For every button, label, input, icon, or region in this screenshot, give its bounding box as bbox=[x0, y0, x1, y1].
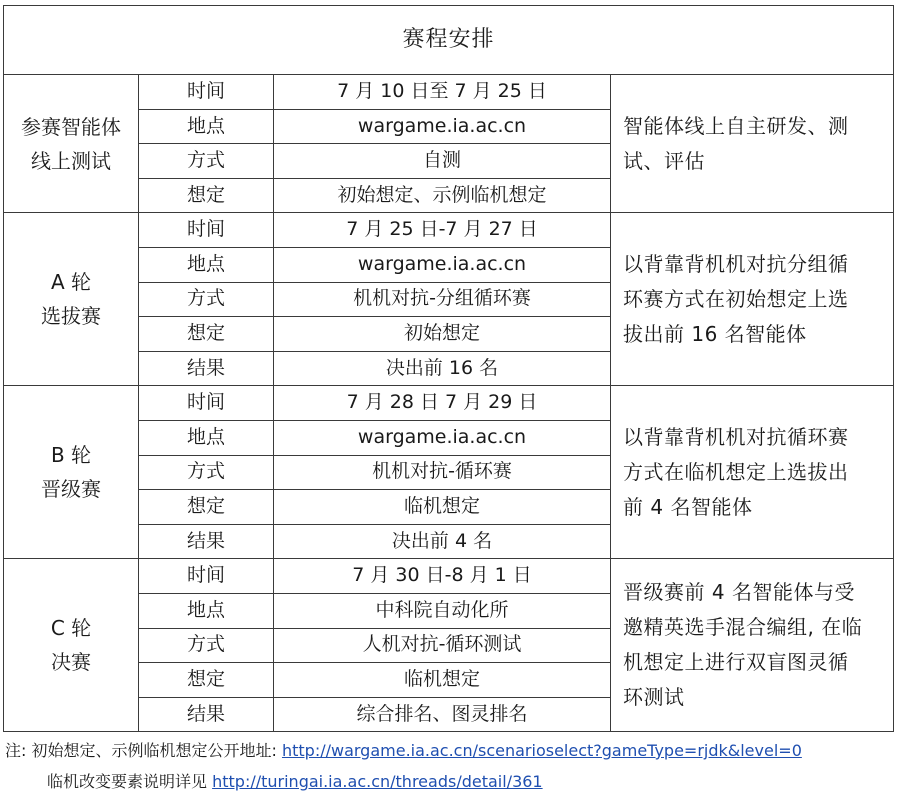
field-value: 临机想定 bbox=[274, 490, 611, 525]
field-value: wargame.ia.ac.cn bbox=[274, 109, 611, 144]
stage-name-line: 参赛智能体 bbox=[21, 114, 121, 139]
stage-name bbox=[4, 386, 139, 559]
description-line: 晋级赛前 4 名智能体与受 bbox=[623, 580, 855, 605]
stage-description bbox=[611, 75, 894, 213]
field-label: 想定 bbox=[139, 490, 274, 525]
stage-row bbox=[4, 213, 894, 248]
note-prefix-2: 临机改变要素说明详见 bbox=[47, 772, 213, 791]
stage-name bbox=[4, 559, 139, 732]
field-value: 决出前 4 名 bbox=[274, 524, 611, 559]
stage-name-line: 线上测试 bbox=[31, 148, 111, 173]
field-label: 地点 bbox=[139, 420, 274, 455]
field-label: 想定 bbox=[139, 317, 274, 352]
description-line: 以背靠背机机对抗分组循 bbox=[623, 251, 849, 276]
schedule-table bbox=[3, 5, 894, 732]
schedule-title: 赛程安排 bbox=[4, 6, 894, 75]
field-label: 结果 bbox=[139, 351, 274, 386]
stage-name-line: C 轮 bbox=[50, 616, 92, 641]
stage-name bbox=[4, 75, 139, 213]
field-value: 初始想定 bbox=[274, 317, 611, 352]
stage-row bbox=[4, 75, 894, 110]
field-value: 7 月 25 日-7 月 27 日 bbox=[274, 213, 611, 248]
field-label: 结果 bbox=[139, 524, 274, 559]
description-line: 方式在临机想定上选拔出 bbox=[623, 459, 849, 484]
field-label: 结果 bbox=[139, 697, 274, 732]
description-line: 环赛方式在初始想定上选 bbox=[623, 286, 849, 311]
field-value: 综合排名、图灵排名 bbox=[274, 697, 611, 732]
note-line-2 bbox=[47, 769, 543, 792]
field-value: 机机对抗-分组循环赛 bbox=[274, 282, 611, 317]
stage-name-line: A 轮 bbox=[50, 270, 92, 295]
field-value: 自测 bbox=[274, 144, 611, 179]
field-value: 7 月 30 日-8 月 1 日 bbox=[274, 559, 611, 594]
stage-name-line: B 轮 bbox=[50, 443, 92, 468]
description-line: 邀精英选手混合编组, 在临 bbox=[623, 615, 863, 640]
field-value: 7 月 10 日至 7 月 25 日 bbox=[274, 75, 611, 110]
field-label: 时间 bbox=[139, 559, 274, 594]
threads-link[interactable]: http://turingai.ia.ac.cn/threads/detail/361 bbox=[212, 772, 543, 791]
field-label: 时间 bbox=[139, 213, 274, 248]
stage-name-line: 晋级赛 bbox=[41, 477, 101, 502]
scenario-link[interactable]: http://wargame.ia.ac.cn/scenarioselect?gameType=rjdk&level=0 bbox=[281, 741, 802, 760]
field-label: 地点 bbox=[139, 247, 274, 282]
field-value: 初始想定、示例临机想定 bbox=[274, 178, 611, 213]
note-prefix: 注: 初始想定、示例临机想定公开地址: bbox=[5, 741, 282, 760]
field-value: 人机对抗-循环测试 bbox=[274, 628, 611, 663]
field-label: 地点 bbox=[139, 109, 274, 144]
stage-description bbox=[611, 559, 894, 732]
description-line: 拔出前 16 名智能体 bbox=[623, 321, 807, 346]
field-label: 方式 bbox=[139, 628, 274, 663]
field-label: 想定 bbox=[139, 178, 274, 213]
stage-name-line: 选拔赛 bbox=[41, 304, 101, 329]
description-line: 前 4 名智能体 bbox=[623, 494, 753, 519]
field-value: 机机对抗-循环赛 bbox=[274, 455, 611, 490]
description-line: 试、评估 bbox=[623, 148, 705, 173]
stage-row bbox=[4, 386, 894, 421]
field-value: 7 月 28 日 7 月 29 日 bbox=[274, 386, 611, 421]
title-row bbox=[4, 6, 894, 75]
field-value: 中科院自动化所 bbox=[274, 593, 611, 628]
field-value: wargame.ia.ac.cn bbox=[274, 247, 611, 282]
field-label: 时间 bbox=[139, 386, 274, 421]
description-line: 机想定上进行双盲图灵循 bbox=[623, 650, 849, 675]
stage-row bbox=[4, 559, 894, 594]
field-value: 决出前 16 名 bbox=[274, 351, 611, 386]
field-label: 方式 bbox=[139, 144, 274, 179]
stage-description bbox=[611, 386, 894, 559]
field-label: 方式 bbox=[139, 282, 274, 317]
field-label: 想定 bbox=[139, 663, 274, 698]
field-label: 时间 bbox=[139, 75, 274, 110]
stage-name-line: 决赛 bbox=[51, 650, 91, 675]
field-value: wargame.ia.ac.cn bbox=[274, 420, 611, 455]
description-line: 以背靠背机机对抗循环赛 bbox=[623, 424, 849, 449]
stage-description bbox=[611, 213, 894, 386]
field-label: 地点 bbox=[139, 593, 274, 628]
stage-name bbox=[4, 213, 139, 386]
field-label: 方式 bbox=[139, 455, 274, 490]
description-line: 环测试 bbox=[623, 685, 685, 710]
description-line: 智能体线上自主研发、测 bbox=[623, 113, 849, 138]
note-line-1 bbox=[5, 738, 802, 761]
field-value: 临机想定 bbox=[274, 663, 611, 698]
